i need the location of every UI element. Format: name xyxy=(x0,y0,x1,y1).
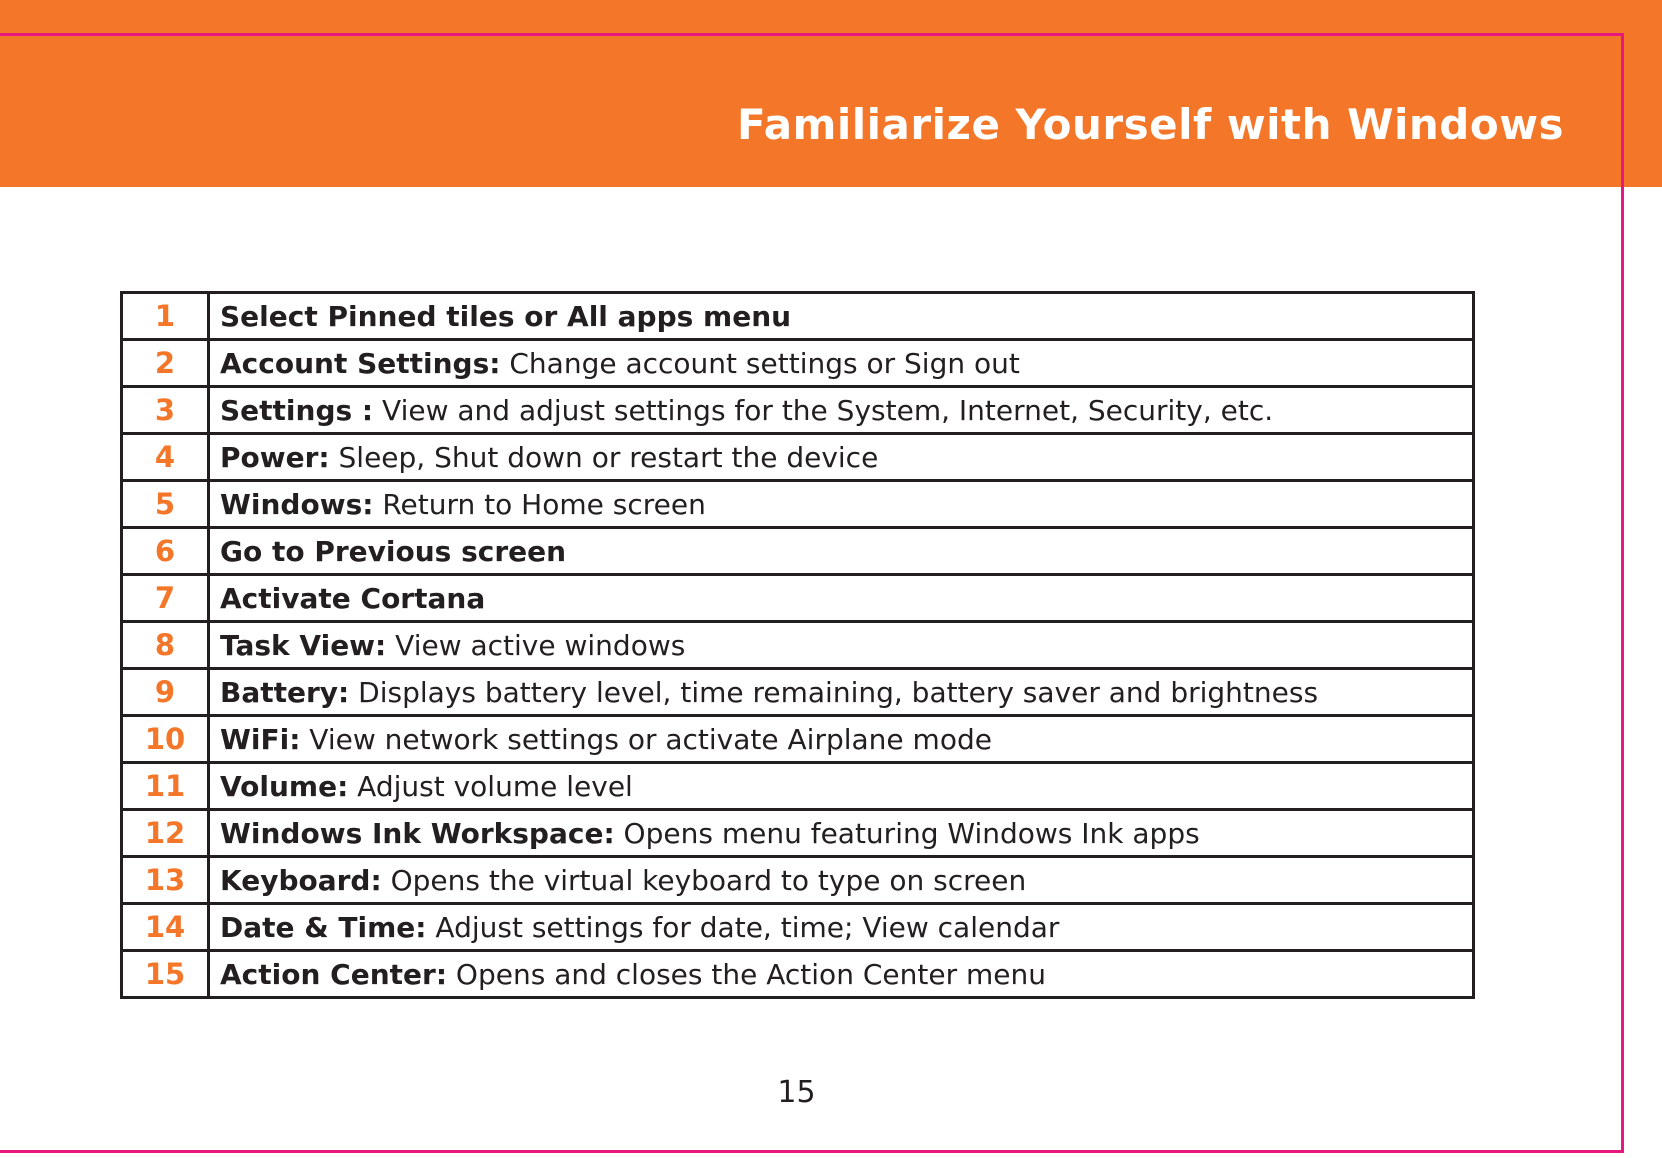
legend-term: Power: xyxy=(220,440,330,474)
legend-row-number: 14 xyxy=(122,904,209,951)
legend-row-description xyxy=(209,481,1474,528)
legend-description-text: Opens the virtual keyboard to type on screen xyxy=(381,863,1027,897)
page-title: Familiarize Yourself with Windows xyxy=(737,100,1564,149)
legend-description-text: Return to Home screen xyxy=(373,487,706,521)
legend-row-number: 4 xyxy=(122,434,209,481)
legend-term: WiFi: xyxy=(220,722,301,756)
legend-row-number: 15 xyxy=(122,951,209,998)
legend-row-description xyxy=(209,387,1474,434)
legend-term: Windows: xyxy=(220,487,374,521)
legend-term: Select Pinned tiles or All apps menu xyxy=(220,299,792,333)
legend-row-description xyxy=(209,716,1474,763)
legend-row xyxy=(122,763,1474,810)
legend-row-description xyxy=(209,669,1474,716)
legend-row-description xyxy=(209,904,1474,951)
legend-table-body xyxy=(122,293,1474,998)
legend-row xyxy=(122,575,1474,622)
legend-row xyxy=(122,481,1474,528)
legend-row xyxy=(122,293,1474,340)
legend-term: Windows Ink Workspace: xyxy=(220,816,615,850)
legend-row-number: 9 xyxy=(122,669,209,716)
legend-term: Volume: xyxy=(220,769,349,803)
legend-row-number: 5 xyxy=(122,481,209,528)
legend-row xyxy=(122,951,1474,998)
legend-row-number: 12 xyxy=(122,810,209,857)
legend-row xyxy=(122,810,1474,857)
legend-term: Battery: xyxy=(220,675,350,709)
legend-row xyxy=(122,434,1474,481)
legend-term: Keyboard: xyxy=(220,863,382,897)
legend-row-description xyxy=(209,622,1474,669)
legend-term: Activate Cortana xyxy=(220,581,486,615)
legend-description-text: Sleep, Shut down or restart the device xyxy=(329,440,879,474)
legend-description-text: Displays battery level, time remaining, battery saver and brightness xyxy=(349,675,1319,709)
legend-row-description xyxy=(209,951,1474,998)
legend-term: Settings : xyxy=(220,393,374,427)
legend-row-number: 6 xyxy=(122,528,209,575)
legend-table xyxy=(120,291,1475,999)
legend-term: Action Center: xyxy=(220,957,448,991)
legend-term: Task View: xyxy=(220,628,387,662)
legend-row-description xyxy=(209,528,1474,575)
legend-row-number: 1 xyxy=(122,293,209,340)
legend-row-description xyxy=(209,763,1474,810)
legend-row xyxy=(122,622,1474,669)
legend-row-number: 7 xyxy=(122,575,209,622)
legend-description-text: Opens menu featuring Windows Ink apps xyxy=(614,816,1200,850)
legend-row xyxy=(122,857,1474,904)
legend-description-text: Opens and closes the Action Center menu xyxy=(447,957,1046,991)
legend-row-number: 10 xyxy=(122,716,209,763)
legend-row-number: 8 xyxy=(122,622,209,669)
legend-row-description xyxy=(209,810,1474,857)
legend-description-text: View active windows xyxy=(386,628,686,662)
legend-row-description xyxy=(209,575,1474,622)
legend-row xyxy=(122,528,1474,575)
legend-term: Account Settings: xyxy=(220,346,501,380)
legend-row-description xyxy=(209,434,1474,481)
legend-row-number: 11 xyxy=(122,763,209,810)
legend-row xyxy=(122,387,1474,434)
page-number: 15 xyxy=(777,1075,816,1110)
legend-description-text: Adjust volume level xyxy=(348,769,633,803)
legend-row xyxy=(122,716,1474,763)
legend-term: Go to Previous screen xyxy=(220,534,567,568)
legend-row xyxy=(122,669,1474,716)
legend-row-number: 2 xyxy=(122,340,209,387)
legend-description-text: View and adjust settings for the System, Internet, Security, etc. xyxy=(373,393,1274,427)
legend-row-number: 3 xyxy=(122,387,209,434)
legend-row xyxy=(122,340,1474,387)
legend-row xyxy=(122,904,1474,951)
legend-description-text: Change account settings or Sign out xyxy=(500,346,1020,380)
legend-term: Date & Time: xyxy=(220,910,427,944)
legend-description-text: View network settings or activate Airplane mode xyxy=(300,722,992,756)
legend-row-number: 13 xyxy=(122,857,209,904)
legend-row-description xyxy=(209,340,1474,387)
legend-row-description xyxy=(209,293,1474,340)
legend-description-text: Adjust settings for date, time; View calendar xyxy=(426,910,1060,944)
legend-row-description xyxy=(209,857,1474,904)
